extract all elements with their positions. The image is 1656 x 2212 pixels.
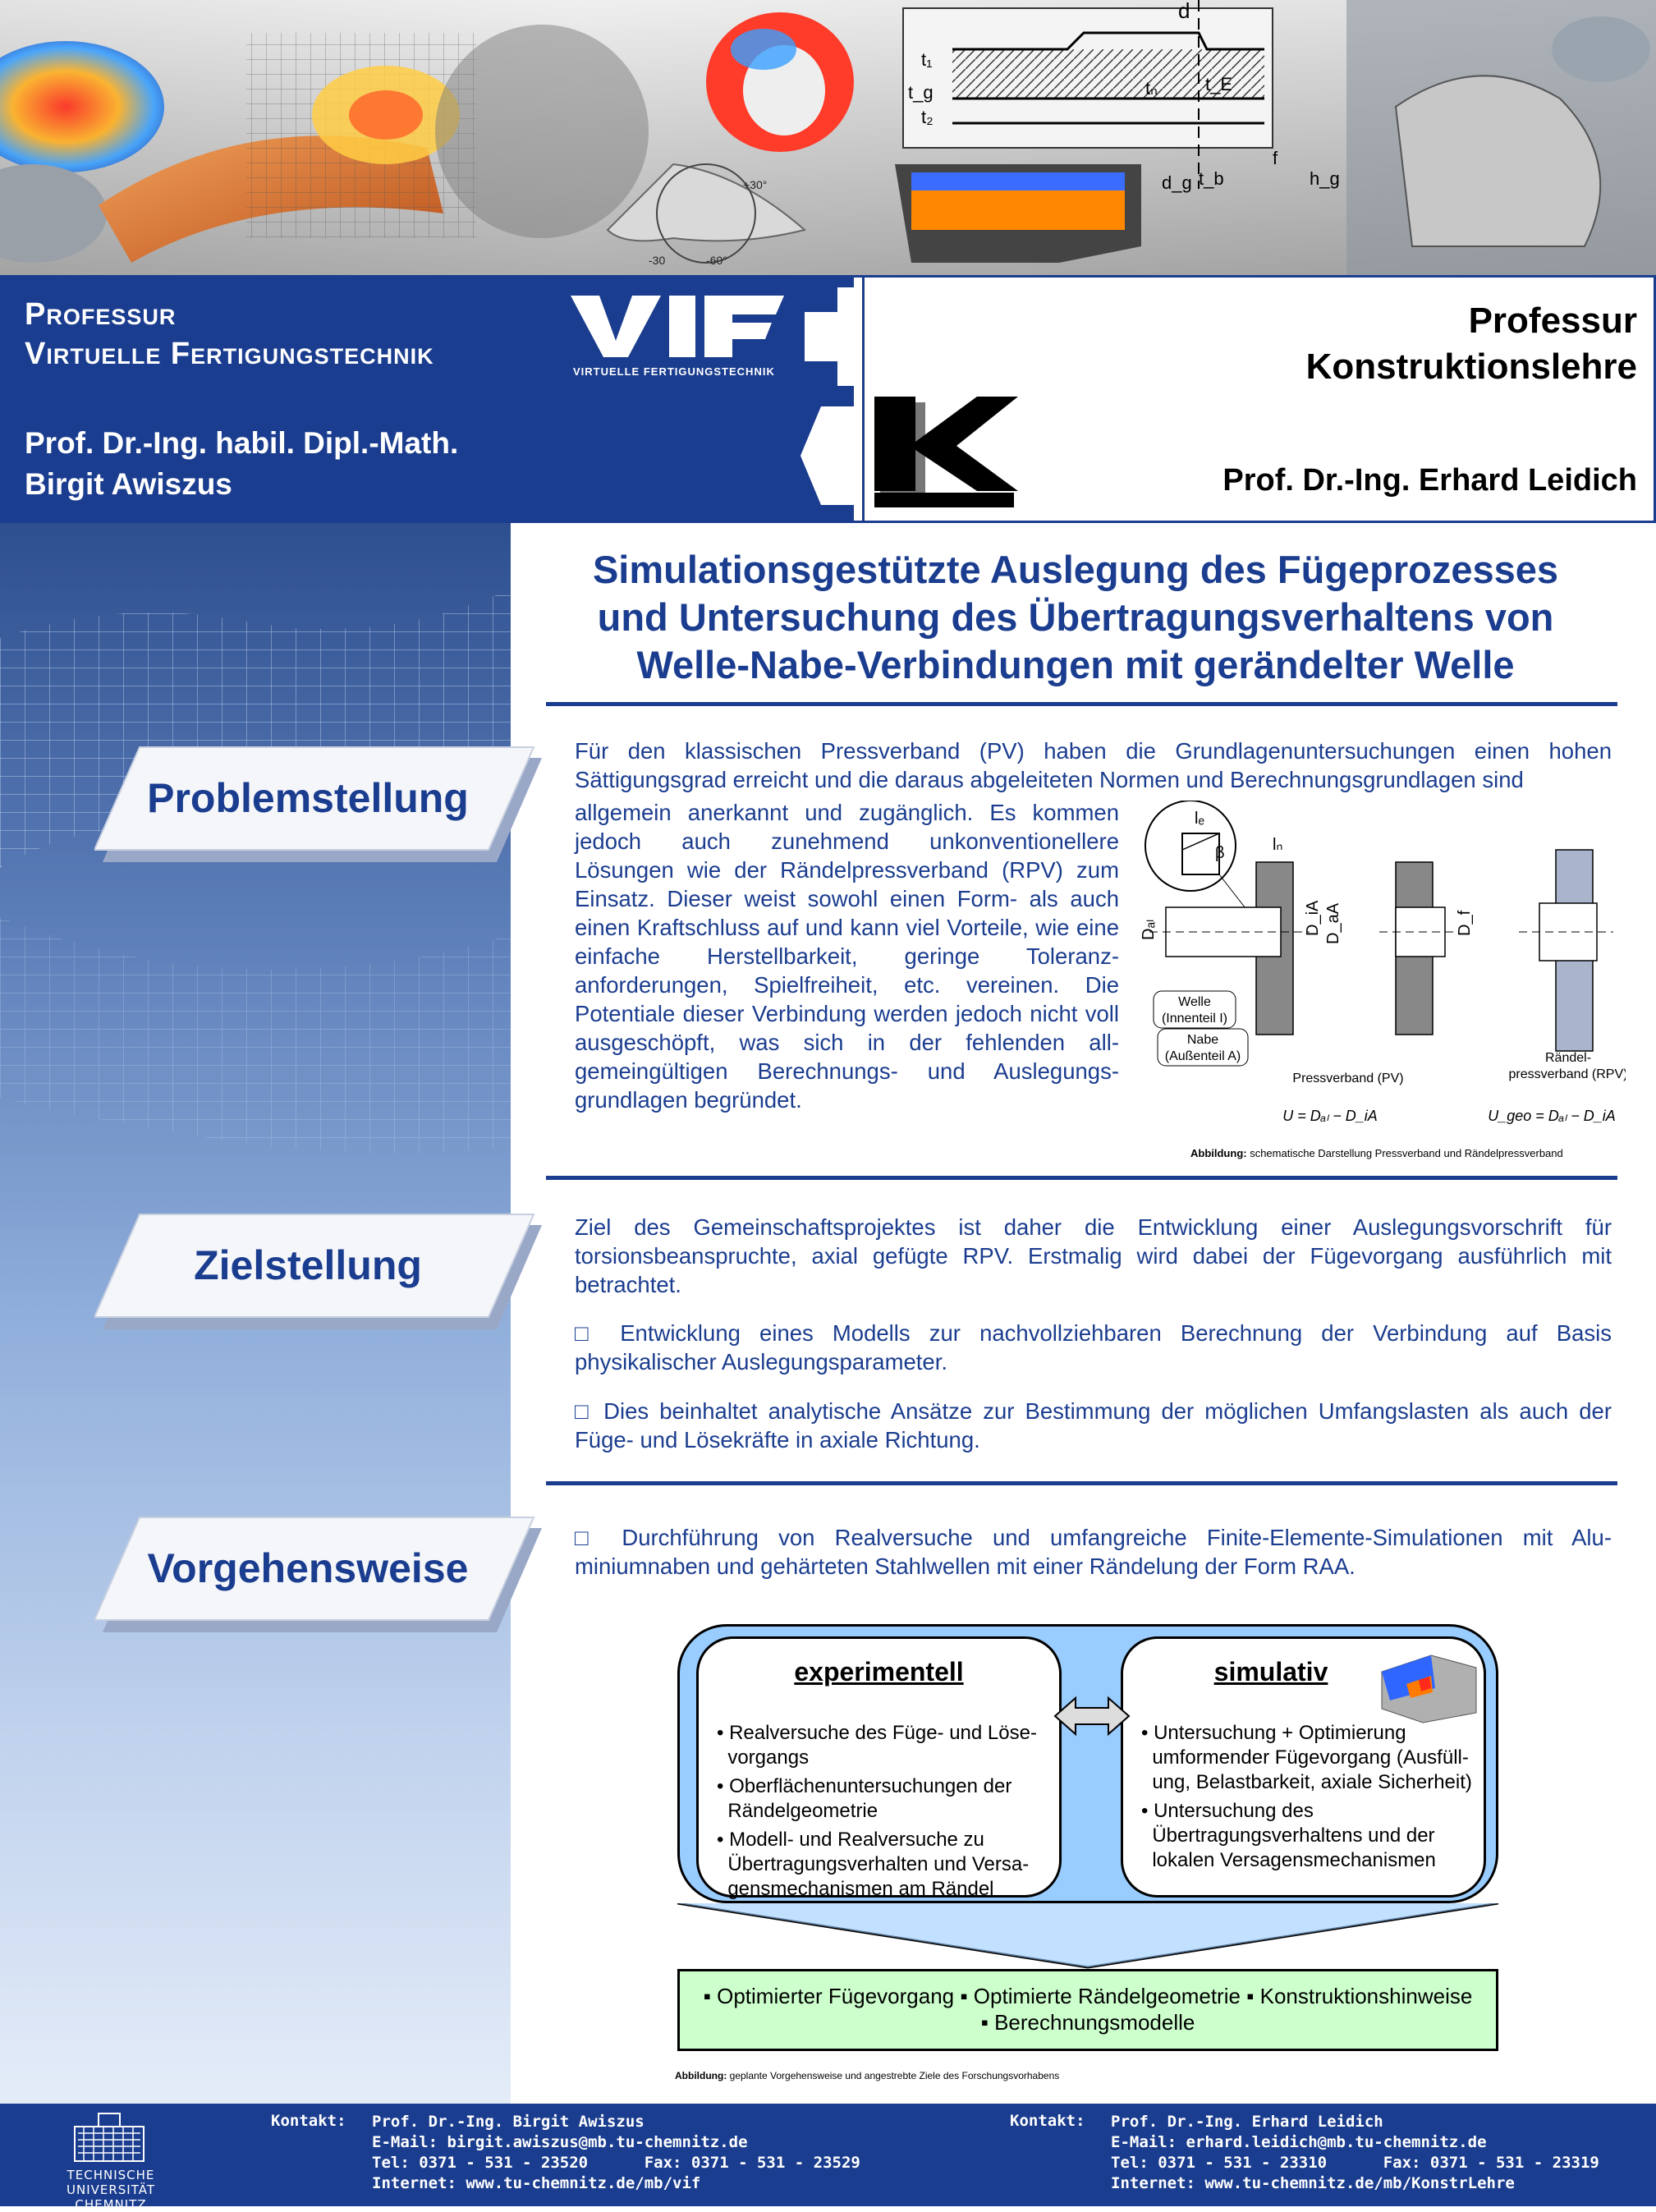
section-tab-problemstellung [94, 743, 542, 862]
figure-press-fit-schematic [1133, 801, 1626, 1170]
banner-label-t1: t₁ [921, 49, 933, 70]
simulative-item: • Untersuchung + Optimierung umformender Fügevorgang (Ausfüll- ung, Belastbarkeit, axiale Sicherheit) [1141, 1722, 1472, 1793]
contact-label-right: Kontakt: [1010, 2112, 1085, 2130]
schematic-formula-rpv: U_geo = Dₐₗ − D_iA [1488, 1108, 1616, 1124]
contact-label-left: Kontakt: [271, 2112, 346, 2130]
schematic-label-welle: Welle [1178, 995, 1211, 1009]
ziel-text-1: Ziel des Gemeinschaftsprojektes ist daher die Entwicklung einer Auslegungsvorschrift für torsionsbeanspruchte, axial gefügte RPV. Erstmalig wird dabei der Fügevorgang ausführlich mit betrachtet. [575, 1214, 1612, 1297]
poster-title-line1: Simulationsgestützte Auslegung des Fügeprozesses [592, 548, 1559, 591]
kl-chair-title-line1: Professur [1468, 301, 1637, 341]
figure2-caption-text: geplante Vorgehensweise und angestrebte Ziele des Forschungsvorhabens [727, 2070, 1060, 2081]
banner-label-t2: t₂ [921, 107, 934, 127]
problem-divider [546, 1176, 1617, 1180]
banner-label-tE: t_E [1205, 74, 1233, 94]
section-label-problemstellung: Problemstellung [147, 775, 469, 821]
banner-label-deg60: -60° [706, 254, 727, 267]
figure2-caption-bold: Abbildung: [675, 2070, 727, 2081]
schematic-label-rpv2: pressverband (RPV) [1508, 1067, 1626, 1081]
experimental-item: • Realversuche des Füge- und Löse- vorgangs [717, 1722, 1037, 1769]
problem-text-top: Für den klassischen Pressverband (PV) haben die Grundlagenuntersuchungen einen hohen Sättigungsgrad erreicht und die daraus abgeleiteten Normen und Berechnungsgrundlagen sind [575, 738, 1612, 792]
schematic-label-nabe-sub: (Außenteil A) [1164, 1049, 1241, 1063]
schematic-label-ln: lₙ [1273, 836, 1283, 854]
problem-text-side: allgemein anerkannt und zugänglich. Es kommen jedoch auch zunehmend unkonventionellere Lösungen wie der Rändelpressverband (RPV) zum Einsatz. Dieser weist sowohl einen Form- als auch einen Kraftschluss auf und kann viel Vorteile, wie eine einfache Herstellbarkeit, geringe Toleranzanforderungen, Spielfreiheit, etc. vereinen. Die Potentiale dieser Verbindung werden jedoch nicht voll ausgeschöpft, was sich in der fehlenden allgemeingültigen Berechnungs- und Auslegungsgrundlagen begründet. [575, 800, 1119, 1113]
banner-label-deg30n: -30 [649, 254, 666, 267]
experimental-item: • Modell- und Realversuche zu Übertragungsverhalten und Versa- gensmechanismen am Rändel [717, 1829, 1030, 1900]
simulative-item: • Untersuchung des Übertragungsverhaltens und der lokalen Versagensmechanismen [1141, 1800, 1436, 1871]
section-label-vorgehensweise: Vorgehensweise [147, 1545, 469, 1591]
experimental-box [696, 1636, 1062, 1898]
ziel-text-3: □ Dies beinhaltet analytische Ansätze zur Bestimmung der möglichen Umfangslasten als auch der Füge- und Lösekräfte in axiale Richtung. [575, 1398, 1612, 1452]
tu-wordmark-line1: TECHNISCHE UNIVERSITÄT [67, 2168, 155, 2197]
poster-title [542, 546, 1609, 689]
schematic-label-daa: D_aA [1324, 902, 1342, 944]
schematic-label-dia: D_iA [1304, 900, 1322, 936]
simulative-title: simulativ [1213, 1657, 1328, 1687]
banner-label-f: f [1273, 148, 1278, 168]
experimental-title: experimentell [794, 1657, 964, 1687]
bidirectional-arrow-icon [1051, 1691, 1133, 1741]
header-right-panel [854, 275, 1656, 523]
header-banner-collage [0, 0, 1656, 275]
experimental-item: • Oberflächenuntersuchungen der Rändelgeometrie [717, 1775, 1012, 1822]
banner-label-d: d [1178, 0, 1190, 23]
poster-title-line2: und Untersuchung des Übertragungsverhaltens von [597, 595, 1554, 639]
schematic-label-nabe: Nabe [1186, 1033, 1219, 1047]
section-tab-vorgehensweise [94, 1513, 542, 1632]
schematic-graphic [1133, 801, 1626, 1170]
simulative-box [1121, 1636, 1486, 1898]
vif-logo-mark [567, 291, 796, 361]
figure1-caption [1190, 1147, 1563, 1159]
figure1-caption-text: schematische Darstellung Pressverband und Rändelpressverband [1246, 1147, 1563, 1159]
figure1-caption-bold: Abbildung: [1190, 1147, 1247, 1159]
vif-chair-title-line2: Virtuelle Fertigungstechnik [25, 337, 434, 371]
ziel-text-2: □ Entwicklung eines Modells zur nachvollziehbaren Berechnung der Verbindung auf Basis physikalischer Auslegungsparameter. [575, 1320, 1612, 1374]
kl-chair-title-line2: Konstruktionslehre [1305, 346, 1637, 387]
section-tab-zielstellung [94, 1210, 542, 1329]
results-line1: ▪ Optimierter Fügevorgang ▪ Optimierte Rändelgeometrie ▪ Konstruktionshinweise [703, 1984, 1473, 2008]
banner-label-tb: t_b [1199, 168, 1224, 189]
schematic-label-df: D_f [1456, 910, 1474, 936]
title-divider [546, 702, 1617, 706]
banner-label-deg30: +30° [743, 178, 768, 191]
kl-logo [870, 392, 1034, 516]
header-right-divider [862, 278, 865, 523]
ziel-divider [546, 1481, 1617, 1485]
section-label-zielstellung: Zielstellung [194, 1242, 422, 1288]
footer [0, 2104, 1656, 2212]
schematic-label-beta: β [1215, 844, 1225, 862]
banner-label-tg: t_g [908, 82, 934, 103]
results-line2: ▪ Berechnungsmodelle [980, 2010, 1195, 2035]
banner-label-tn: tₙ [1145, 78, 1158, 99]
tu-chemnitz-wordmark [25, 2168, 197, 2212]
banner-label-dg: d_g [1162, 172, 1192, 193]
vif-logo-subtext: VIRTUELLE FERTIGUNGSTECHNIK [573, 365, 775, 378]
banner-label-hg: h_g [1310, 168, 1340, 189]
figure2-caption [675, 2070, 1059, 2081]
converge-arrow-icon [677, 1903, 1498, 1971]
vif-logo [567, 291, 796, 386]
schematic-label-le: lₑ [1195, 810, 1204, 828]
contact-block-kl: Prof. Dr.-Ing. Erhard Leidich E-Mail: erhard.leidich@mb.tu-chemnitz.de Tel: 0371 - 531 - 23310 Fax: 0371 - 531 - 23319 Internet: www.tu-chemnitz.de/mb/KonstrLehre [1111, 2113, 1599, 2192]
tu-chemnitz-logo-icon [74, 2112, 144, 2163]
vif-professor-line2: Birgit Awiszus [25, 467, 232, 501]
kl-professor-name: Prof. Dr.-Ing. Erhard Leidich [1223, 463, 1637, 498]
schematic-label-pv: Pressverband (PV) [1292, 1072, 1404, 1085]
fe-model-thumbnail [1374, 1647, 1480, 1725]
schematic-label-welle-sub: (Innenteil I) [1161, 1012, 1228, 1026]
banner-graphic [0, 0, 1656, 275]
vif-professor-line1: Prof. Dr.-Ing. habil. Dipl.-Math. [25, 426, 459, 460]
vorgehen-text-1: □ Durchführung von Realversuche und umfangreiche Finite-Elemente-Simulationen mit Aluminiumnaben und gehärteten Stahlwellen mit einer Rändelung der Form RAA. [575, 1525, 1612, 1579]
results-box [677, 1969, 1498, 2051]
schematic-label-dal: Dₐₗ [1140, 919, 1158, 940]
vif-chair-title-line1: Professur [25, 297, 177, 332]
tu-wordmark-line2: CHEMNITZ [75, 2197, 147, 2212]
poster-title-line3: Welle-Nabe-Verbindungen mit gerändelter Welle [636, 643, 1515, 686]
header-left-panel [0, 275, 854, 523]
schematic-label-rpv1: Rändel- [1544, 1051, 1592, 1065]
schematic-formula-pv: U = Dₐₗ − D_iA [1282, 1108, 1378, 1124]
contact-block-vif: Prof. Dr.-Ing. Birgit Awiszus E-Mail: birgit.awiszus@mb.tu-chemnitz.de Tel: 0371 - 531 - 23520 Fax: 0371 - 531 - 23529 Internet: www.tu-chemnitz.de/mb/vif [372, 2113, 860, 2192]
